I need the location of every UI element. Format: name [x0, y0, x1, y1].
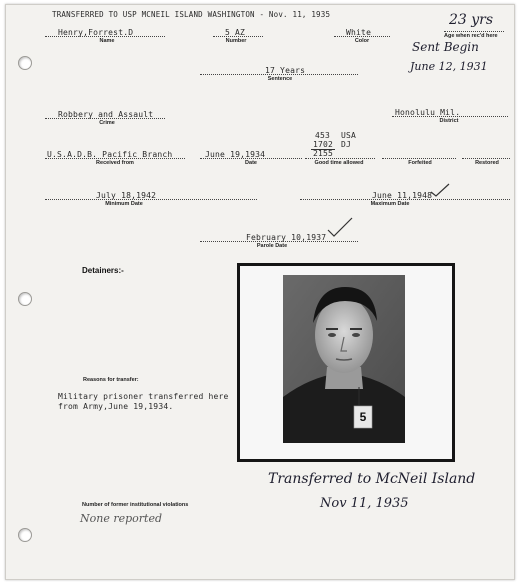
transfer-reason-line-2: from Army,June 19,1934. [58, 402, 174, 411]
number-label: Number [225, 38, 247, 44]
crime-value: Robbery and Assault [58, 110, 154, 119]
handwritten-age: 23 yrs [449, 12, 494, 28]
date-value: June 19,1934 [205, 150, 266, 159]
received-from-label: Received from [96, 160, 134, 166]
name-label: Name [99, 38, 115, 44]
detainers-heading: Detainers:- [82, 266, 124, 275]
maximum-date-label: Maximum Date [370, 201, 410, 207]
punch-hole [18, 56, 32, 70]
color-value: White [346, 28, 372, 37]
transfer-reason-line-1: Military prisoner transferred here [58, 392, 229, 401]
restored-label: Restored [475, 160, 499, 166]
age-label: Age when rec'd here [444, 33, 498, 39]
transfer-header: TRANSFERRED TO USP MCNEIL ISLAND WASHINGTON - Nov. 11, 1935 [52, 10, 331, 19]
forfeited-label: Forfeited [408, 160, 432, 166]
punch-hole [18, 292, 32, 306]
handwritten-violations: None reported [80, 512, 163, 525]
district-label: District [439, 118, 459, 124]
minimum-date-label: Minimum Date [105, 201, 143, 207]
good-time-value-total: 2155 [313, 149, 334, 158]
transfer-reasons-label: Reasons for transfer: [83, 377, 139, 383]
good-time-label: Good time allowed [314, 160, 364, 166]
punch-hole [18, 528, 32, 542]
number-value: 5 AZ [225, 28, 246, 37]
good-time-suffix-1: USA [341, 131, 357, 140]
checkmark-icon [327, 216, 353, 238]
sentence-value: 17 Years [265, 66, 306, 75]
minimum-date-value: July 18,1942 [96, 191, 157, 200]
handwritten-signature: Sent Begin [412, 40, 479, 54]
color-label: Color [354, 38, 370, 44]
mugshot-photo [283, 275, 405, 443]
parole-date-label: Parole Date [256, 243, 288, 249]
checkmark-icon [430, 183, 450, 197]
handwritten-transfer-date: Nov 11, 1935 [320, 496, 409, 511]
parole-date-value: February 10,1937 [246, 233, 327, 242]
received-from-value: U.S.A.D.B. Pacific Branch [47, 150, 173, 159]
handwritten-signature-date: June 12, 1931 [410, 60, 488, 73]
district-value: Honolulu Mil. [395, 108, 461, 117]
good-time-suffix-2: DJ [341, 140, 352, 149]
name-value: Henry,Forrest.D [58, 28, 134, 37]
maximum-date-value: June 11,1948 [372, 191, 433, 200]
placard-number: 5 [359, 410, 367, 424]
crime-label: Crime [99, 120, 115, 126]
date-label: Date [245, 160, 257, 166]
handwritten-transfer-note: Transferred to McNeil Island [268, 471, 476, 487]
good-time-value-1: 453 [315, 131, 331, 140]
sentence-label: Sentence [267, 76, 293, 82]
violations-label: Number of former institutional violations [82, 502, 189, 508]
good-time-value-2: 1702 [313, 140, 334, 149]
